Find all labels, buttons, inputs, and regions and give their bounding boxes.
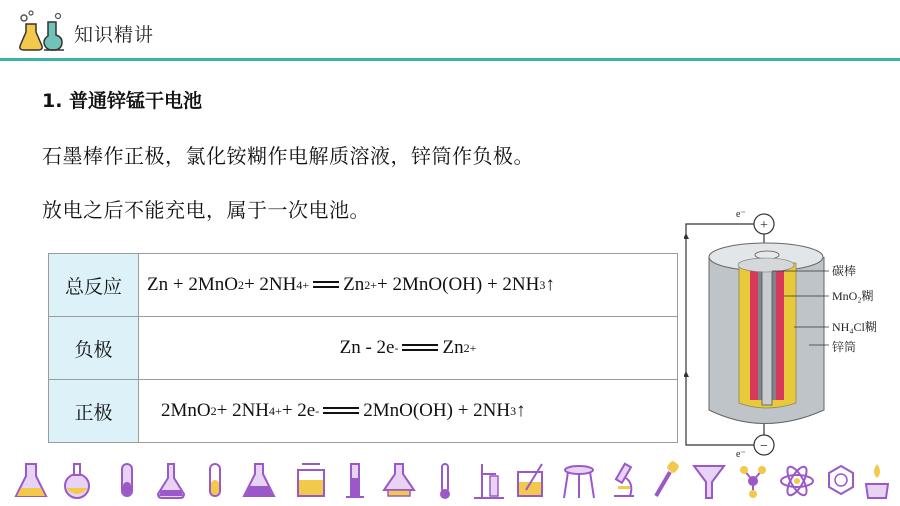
microscope-icon — [604, 460, 642, 502]
volumetric-flask-icon — [152, 460, 190, 502]
thermometer-icon — [426, 460, 464, 502]
stand-icon — [470, 460, 508, 502]
tripod-icon — [560, 460, 598, 502]
footer-lab-icons — [0, 456, 900, 506]
row-label-cathode: 正极 — [49, 380, 139, 442]
electron-label-bottom: e⁻ — [736, 449, 746, 460]
benzene-icon — [822, 460, 860, 502]
row-label-anode: 负极 — [49, 317, 139, 379]
distillation-flask-icon — [380, 460, 418, 502]
row-label-overall: 总反应 — [49, 254, 139, 316]
table-row-cathode — [49, 380, 677, 442]
zinc-can-label: 锌筒 — [832, 340, 857, 354]
table-row-anode — [49, 317, 677, 380]
beaker-icon — [292, 460, 330, 502]
molecule-icon — [734, 460, 772, 502]
round-flask-icon — [58, 460, 96, 502]
table-row-overall — [49, 254, 677, 317]
reaction-table — [48, 253, 678, 443]
cathode-equation: 2MnO 2 + 2NH 4 + + 2e - 2MnO(OH) + 2NH 3 ↑ — [161, 400, 526, 421]
funnel-icon — [690, 460, 728, 502]
paragraph-primary-battery: 放电之后不能充电，属于一次电池。 — [42, 198, 370, 222]
header — [0, 0, 900, 62]
overall-equation: Zn + 2MnO 2 + 2NH 4 + Zn 2+ + 2MnO(OH) + 2NH 3 ↑ — [147, 274, 555, 295]
carbon-rod-label: 碳棒 — [832, 264, 857, 278]
test-tube-icon — [108, 460, 146, 502]
atom-icon — [778, 460, 816, 502]
zinc-manganese-battery-diagram — [684, 205, 894, 465]
mno2-paste-label: MnO₂糊 — [832, 289, 874, 303]
electron-label-top: e⁻ — [736, 209, 746, 220]
plus-terminal-label: + — [760, 218, 768, 233]
test-tube-2-icon — [196, 460, 234, 502]
anode-equation: Zn - 2e - Zn 2+ — [339, 337, 477, 358]
alcohol-lamp-icon — [858, 460, 896, 502]
header-title: 知识精讲 — [74, 24, 155, 46]
header-divider — [0, 58, 900, 61]
dropper-icon — [648, 460, 686, 502]
nh4cl-paste-label: NH₄Cl糊 — [832, 320, 877, 334]
conical-flask-icon — [240, 460, 278, 502]
minus-terminal-label: − — [760, 439, 768, 454]
flask-icon — [12, 460, 50, 502]
paragraph-electrodes: 石墨棒作正极，氯化铵糊作电解质溶液，锌筒作负极。 — [42, 144, 534, 168]
lab-flasks-logo-icon — [18, 10, 66, 52]
section-title: 1. 普通锌锰干电池 — [42, 90, 203, 112]
graduated-cylinder-icon — [336, 460, 374, 502]
beaker-stir-icon — [512, 460, 550, 502]
